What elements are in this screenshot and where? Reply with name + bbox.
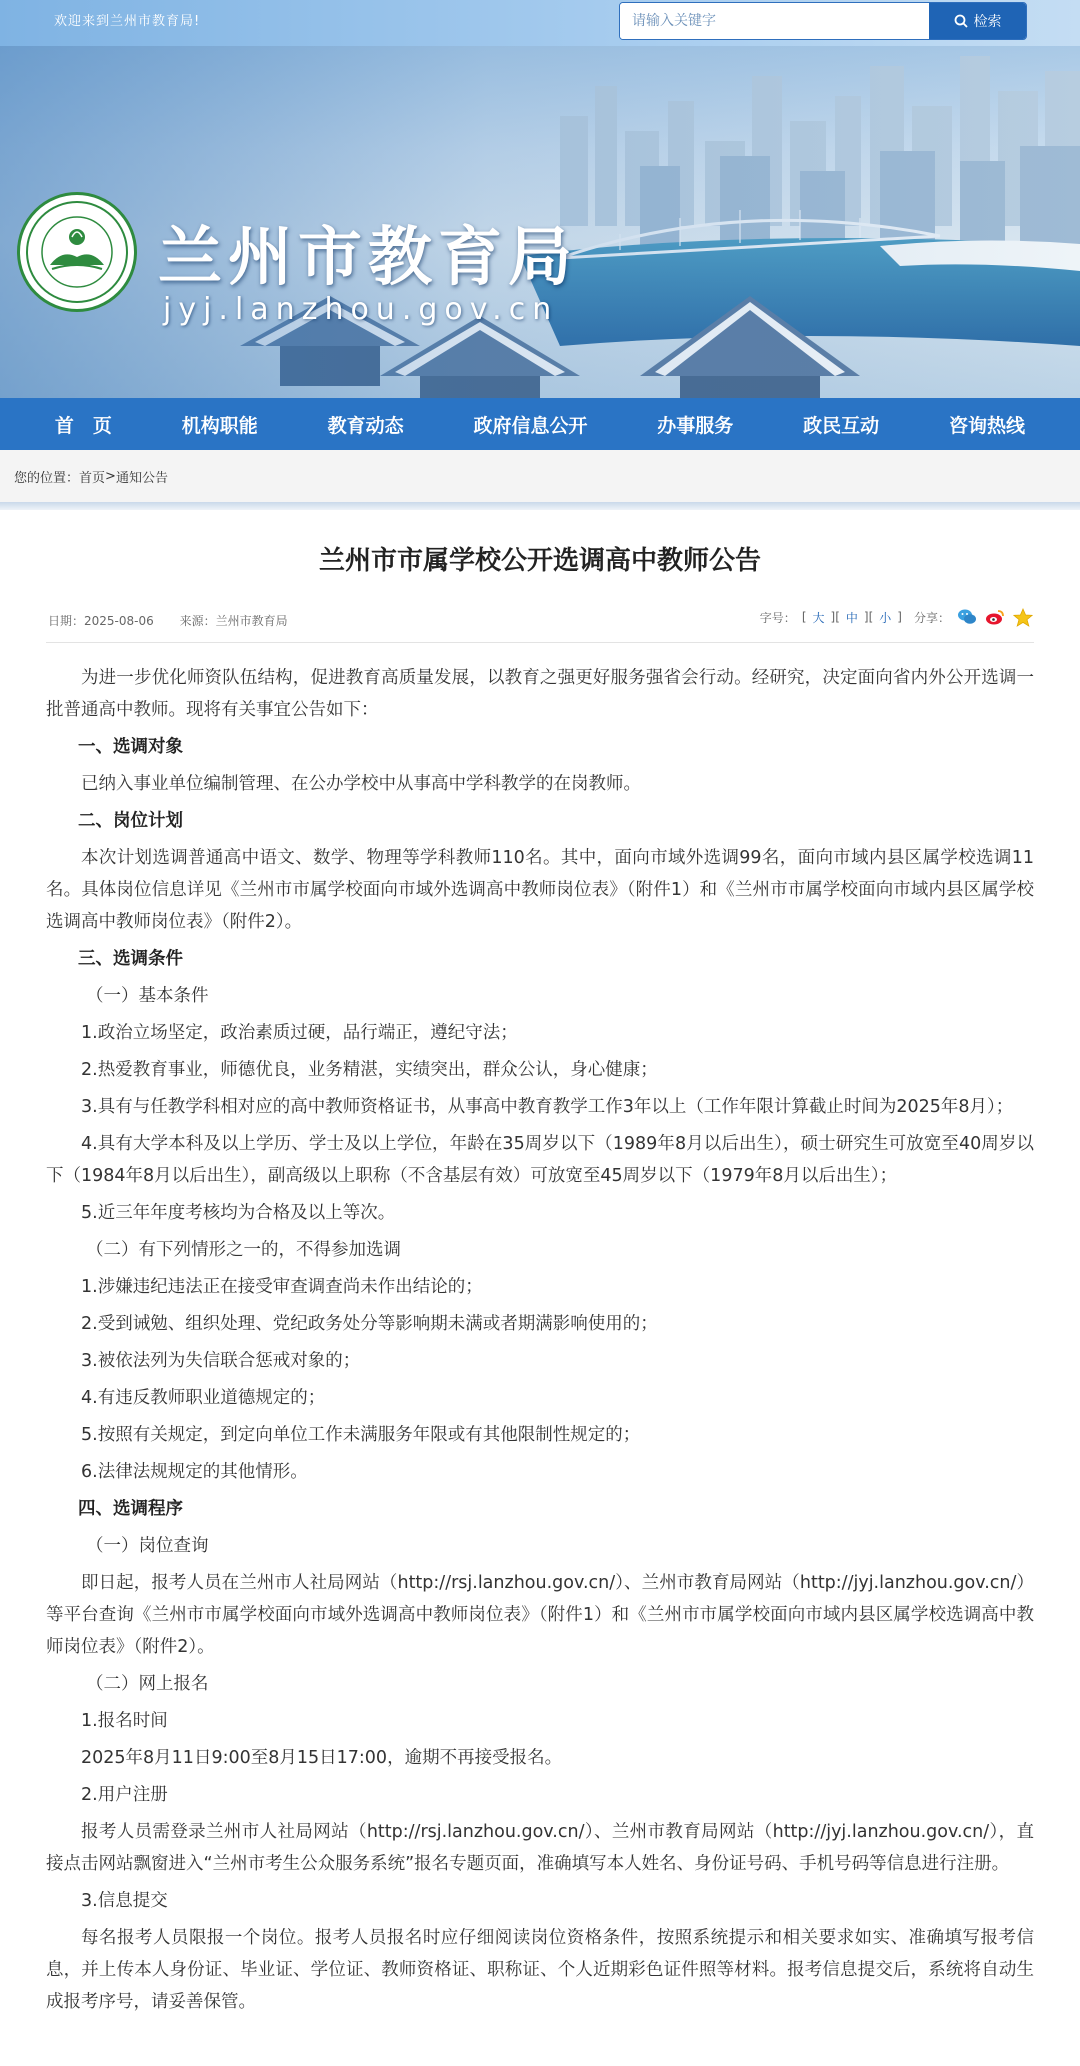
font-size-small-button[interactable]: 小: [879, 610, 892, 625]
search-button-label: 检索: [973, 14, 1002, 30]
paragraph: 3.被依法列为失信联合惩戒对象的；: [81, 1351, 361, 1371]
section-heading: 二、岗位计划: [78, 811, 183, 831]
paragraph: 报考人员需登录兰州市人社局网站（http://rsj.lanzhou.gov.cn/）、兰州市教育局网站（http://jyj.lanzhou.gov.cn/），直接点击网站飘窗进入“兰州市考生公众服务系统”报名专题页面，准确填写本人姓名、身份证号码、手机号码等信息进行注册。: [46, 1822, 1034, 1874]
font-size-bracket-open: [: [801, 610, 807, 624]
paragraph: 即日起，报考人员在兰州市人社局网站（http://rsj.lanzhou.gov.cn/）、兰州市教育局网站（http://jyj.lanzhou.gov.cn/）等平台查询《兰州市市属学校面向市域外选调高中教师岗位表》（附件1）和《兰州市市属学校面向市域内县区属学校选调高中教师岗位表》（附件2）。: [46, 1573, 1034, 1657]
article-title: 兰州市市属学校公开选调高中教师公告: [318, 546, 761, 576]
main-nav: [0, 398, 1080, 450]
top-bar: [0, 0, 1080, 46]
nav-interaction[interactable]: 政民互动: [803, 414, 880, 437]
nav-home[interactable]: 首 页: [54, 414, 112, 437]
article-source: 来源：兰州市教育局: [179, 614, 288, 628]
paragraph: 2.受到诫勉、组织处理、党纪政务处分等影响期未满或者期满影响使用的；: [81, 1314, 658, 1334]
subsection-heading: （一）基本条件: [86, 986, 209, 1006]
article-meta: [48, 612, 310, 629]
paragraph: 本次计划选调普通高中语文、数学、物理等学科教师110名。其中，面向市域外选调99名，面向市域内县区属学校选调11名。具体岗位信息详见《兰州市市属学校面向市域外选调高中教师岗位表》（附件1）和《兰州市市属学校面向市域内县区属学校选调高中教师岗位表》（附件2）。: [46, 848, 1034, 932]
article-date: 日期：2025-08-06: [48, 614, 154, 628]
welcome-text: 欢迎来到兰州市教育局!: [54, 14, 201, 29]
paragraph: 4.具有大学本科及以上学历、学士及以上学位，年龄在35周岁以下（1989年8月以后出生），硕士研究生可放宽至40周岁以下（1984年8月以后出生），副高级以上职称（不含基层有效）可放宽至45周岁以下（1979年8月以后出生）；: [46, 1134, 1034, 1186]
nav-functions[interactable]: 机构职能: [181, 414, 258, 437]
article-tools: [760, 606, 1034, 628]
paragraph: 4.有违反教师职业道德规定的；: [81, 1388, 326, 1408]
meta-divider: [46, 642, 1034, 643]
favorite-star-icon[interactable]: [1012, 606, 1034, 628]
nav-hotline[interactable]: 咨询热线: [948, 414, 1025, 437]
font-size-bracket: ][: [863, 610, 874, 624]
site-domain: jyj.lanzhou.gov.cn: [163, 292, 559, 327]
bureau-logo[interactable]: [17, 192, 137, 312]
breadcrumb-current[interactable]: 通知公告: [115, 470, 168, 486]
paragraph: 2025年8月11日9:00至8月15日17:00，逾期不再接受报名。: [81, 1748, 563, 1768]
search-icon: [954, 14, 968, 28]
search-input[interactable]: [620, 3, 930, 39]
header-banner: [0, 46, 1080, 398]
breadcrumb-home[interactable]: 首页: [79, 470, 106, 486]
paragraph: 1.报名时间: [81, 1711, 168, 1731]
breadcrumb-separator: >: [105, 468, 116, 484]
nav-education-news[interactable]: 教育动态: [327, 414, 404, 437]
paragraph: 每名报考人员限报一个岗位。报考人员报名时应仔细阅读岗位资格条件，按照系统提示和相关要求如实、准确填写报考信息，并上传本人身份证、毕业证、学位证、教师资格证、职称证、个人近期彩色证件照等材料。报考信息提交后，系统将自动生成报考序号，请妥善保管。: [46, 1928, 1034, 2012]
wechat-share-icon[interactable]: [956, 606, 978, 628]
font-size-large-button[interactable]: 大: [812, 610, 825, 625]
paragraph: 1.政治立场坚定，政治素质过硬，品行端正，遵纪守法；: [81, 1023, 518, 1043]
paragraph: 3.信息提交: [81, 1891, 168, 1911]
paragraph: 6.法律法规规定的其他情形。: [81, 1462, 308, 1482]
share-label: 分享：: [913, 610, 950, 625]
subsection-heading: （一）岗位查询: [86, 1536, 209, 1556]
search-button[interactable]: [929, 3, 1026, 39]
section-heading: 三、选调条件: [78, 949, 183, 969]
paragraph: 2.用户注册: [81, 1785, 168, 1805]
font-size-label: 字号：: [759, 610, 796, 625]
font-size-bracket-close: ]: [897, 610, 902, 624]
paragraph: 5.按照有关规定，到定向单位工作未满服务年限或有其他限制性规定的；: [81, 1425, 641, 1445]
search-box: [619, 2, 1027, 40]
weibo-share-icon[interactable]: [984, 606, 1006, 628]
subsection-heading: （二）有下列情形之一的，不得参加选调: [86, 1240, 401, 1260]
paragraph: 1.涉嫌违纪违法正在接受审查调查尚未作出结论的；: [81, 1277, 483, 1297]
nav-gov-info[interactable]: 政府信息公开: [473, 414, 588, 437]
breadcrumb: [0, 450, 1080, 502]
article-body: [46, 662, 1034, 2023]
logo-emblem-icon: [22, 197, 132, 307]
nav-services[interactable]: 办事服务: [657, 414, 734, 437]
divider: [0, 502, 1080, 510]
paragraph: 5.近三年年度考核均为合格及以上等次。: [81, 1203, 396, 1223]
breadcrumb-label: 您的位置：: [14, 470, 80, 486]
section-heading: 四、选调程序: [78, 1499, 183, 1519]
font-size-bracket: ][: [830, 610, 840, 624]
site-title: 兰州市教育局: [158, 220, 578, 295]
subsection-heading: （二）网上报名: [86, 1674, 209, 1694]
font-size-medium-button[interactable]: 中: [845, 610, 858, 625]
paragraph: 3.具有与任教学科相对应的高中教师资格证书，从事高中教育教学工作3年以上（工作年限计算截止时间为2025年8月）；: [81, 1097, 1014, 1117]
section-heading: 一、选调对象: [78, 737, 183, 757]
paragraph: 2.热爱教育事业，师德优良，业务精湛，实绩突出，群众公认，身心健康；: [81, 1060, 658, 1080]
paragraph: 为进一步优化师资队伍结构，促进教育高质量发展，以教育之强更好服务强省会行动。经研究，决定面向省内外公开选调一批普通高中教师。现将有关事宜公告如下：: [46, 668, 1034, 720]
paragraph: 已纳入事业单位编制管理、在公办学校中从事高中学科教学的在岗教师。: [81, 774, 641, 794]
